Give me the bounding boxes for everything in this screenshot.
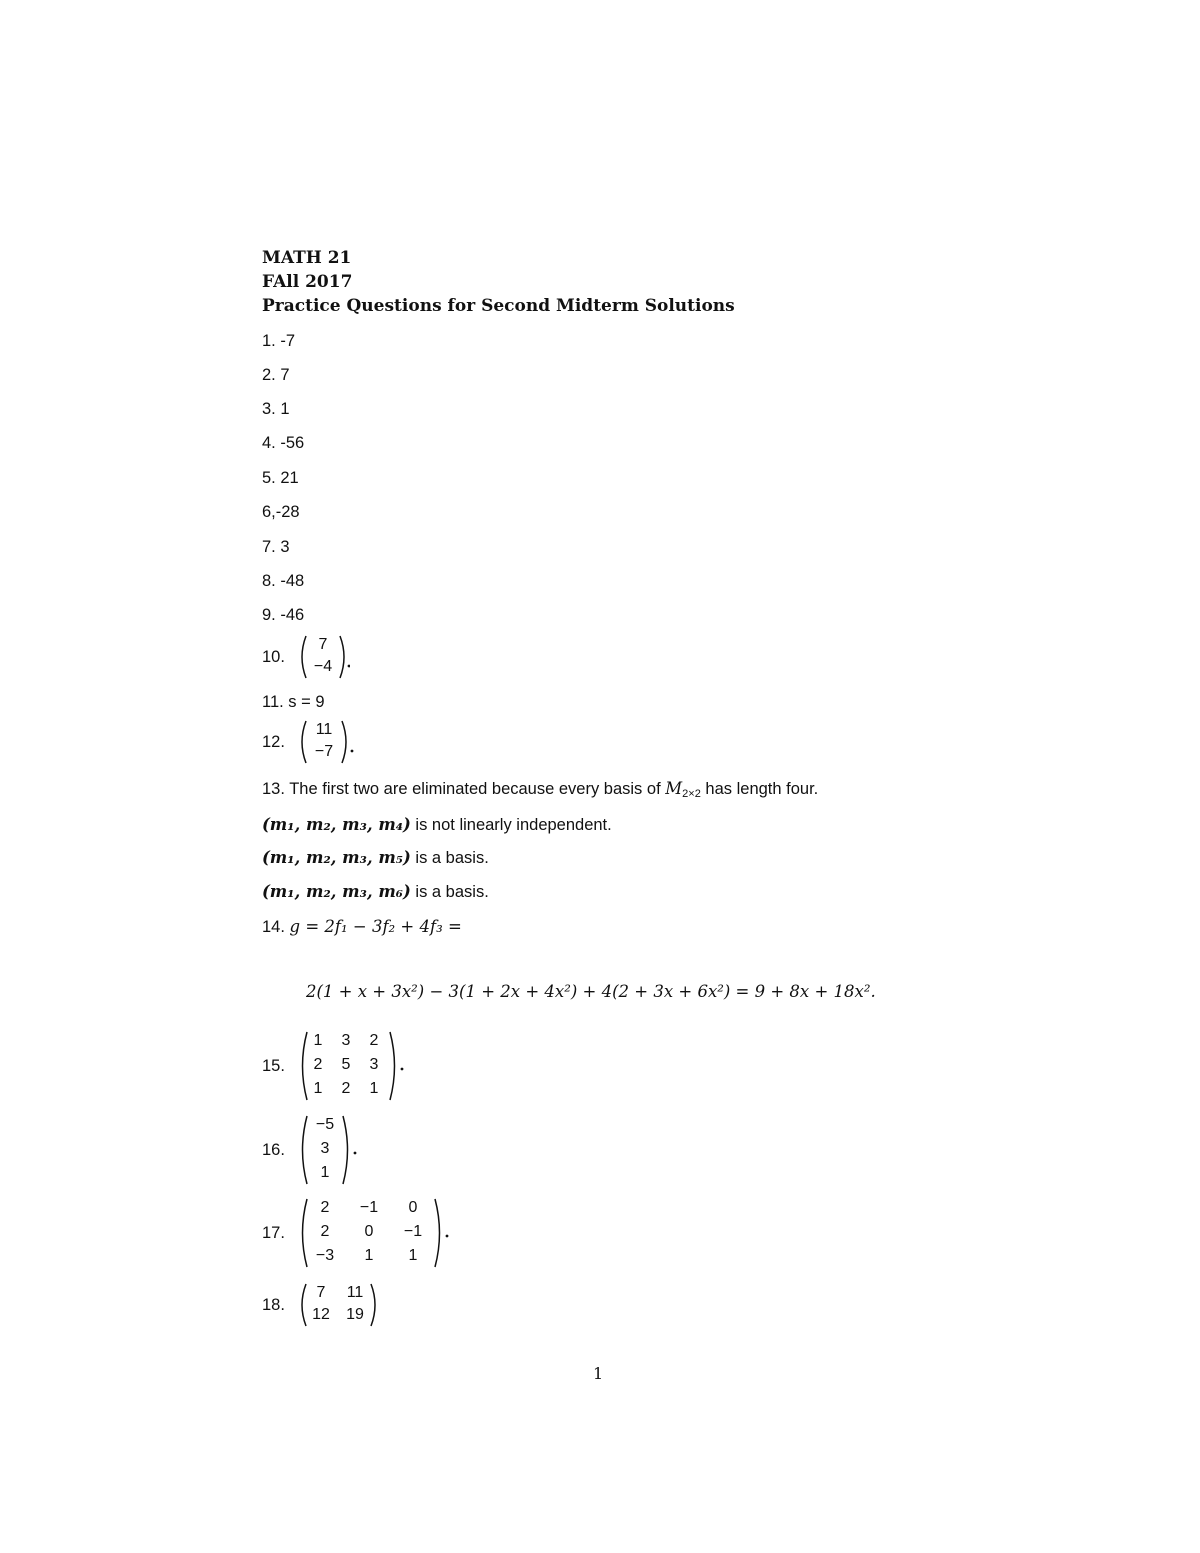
basis-check-2 bbox=[262, 848, 489, 868]
course-title: MATH 21 bbox=[262, 248, 352, 268]
basis-check-1 bbox=[262, 815, 612, 835]
matrix-cell: 0 bbox=[408, 1199, 418, 1216]
vector-cell: −5 bbox=[315, 1116, 335, 1133]
answer-17-number: 17. bbox=[262, 1224, 285, 1242]
answer-16-vector bbox=[298, 1114, 360, 1186]
vector-cell: 3 bbox=[320, 1140, 330, 1157]
vector-cell: 7 bbox=[318, 636, 328, 653]
answer-11: 11. s = 9 bbox=[262, 693, 325, 711]
answer-13-text: 13. The first two are eliminated because every basis of bbox=[262, 780, 661, 798]
basis-check-3 bbox=[262, 882, 489, 902]
basis-check-text: is not linearly independent. bbox=[415, 816, 612, 834]
term: FAll 2017 bbox=[262, 272, 353, 292]
matrix-cell: 2 bbox=[369, 1032, 379, 1049]
matrix-cell: 2 bbox=[320, 1223, 330, 1240]
page-number: 1 bbox=[593, 1364, 604, 1383]
matrix-cell: 19 bbox=[346, 1306, 364, 1323]
answer-16-number: 16. bbox=[262, 1141, 285, 1159]
vector-set: (m₁, m₂, m₃, m₆) bbox=[262, 882, 411, 901]
answer-2: 2. 7 bbox=[262, 366, 290, 384]
basis-check-text: is a basis. bbox=[415, 883, 489, 901]
matrix-cell: 1 bbox=[313, 1032, 323, 1049]
matrix-cell: 12 bbox=[312, 1306, 330, 1323]
answer-1: 1. -7 bbox=[262, 332, 296, 350]
matrix-cell: −1 bbox=[359, 1199, 379, 1216]
matrix-cell: 1 bbox=[369, 1080, 379, 1097]
answer-9: 9. -46 bbox=[262, 606, 305, 624]
matrix-cell: 7 bbox=[316, 1284, 326, 1301]
answer-17-matrix bbox=[298, 1197, 454, 1269]
vector-cell: 1 bbox=[320, 1164, 330, 1181]
matrix-cell: 2 bbox=[313, 1056, 323, 1073]
matrix-cell: 3 bbox=[369, 1056, 379, 1073]
answer-15-matrix bbox=[298, 1030, 408, 1102]
answer-14-number: 14. bbox=[262, 918, 285, 936]
matrix-cell: 3 bbox=[341, 1032, 351, 1049]
basis-check-text: is a basis. bbox=[415, 849, 489, 867]
vector-cell: 11 bbox=[315, 721, 333, 738]
answer-12-number: 12. bbox=[262, 733, 285, 751]
matrix-cell: 5 bbox=[341, 1056, 351, 1073]
vector-set: (m₁, m₂, m₃, m₄) bbox=[262, 815, 411, 834]
answer-5: 5. 21 bbox=[262, 469, 299, 487]
answer-12-vector bbox=[298, 719, 354, 765]
answer-8: 8. -48 bbox=[262, 572, 305, 590]
answer-6: 6,-28 bbox=[262, 503, 300, 521]
answer-10-vector bbox=[298, 634, 350, 680]
matrix-space-symbol: M bbox=[665, 779, 683, 798]
matrix-space-subscript: 2×2 bbox=[682, 788, 701, 800]
matrix-cell: −3 bbox=[315, 1247, 335, 1264]
matrix-cell: −1 bbox=[403, 1223, 423, 1240]
matrix-cell: 1 bbox=[364, 1247, 374, 1264]
document-title: Practice Questions for Second Midterm Solutions bbox=[262, 296, 735, 316]
answer-13-tail: has length four. bbox=[705, 780, 819, 798]
answer-3: 3. 1 bbox=[262, 400, 290, 418]
polynomial-expansion: 2(1 + x + 3x²) − 3(1 + 2x + 4x²) + 4(2 + 3x + 6x²) = 9 + 8x + 18x². bbox=[306, 982, 876, 1001]
answer-7: 7. 3 bbox=[262, 538, 290, 556]
answer-14 bbox=[262, 917, 462, 937]
matrix-cell: 1 bbox=[408, 1247, 418, 1264]
answer-10-number: 10. bbox=[262, 648, 285, 666]
vector-cell: −4 bbox=[313, 658, 333, 675]
answer-15-number: 15. bbox=[262, 1057, 285, 1075]
answer-18-matrix bbox=[298, 1282, 382, 1328]
vector-set: (m₁, m₂, m₃, m₅) bbox=[262, 848, 411, 867]
answer-14-expansion bbox=[306, 982, 876, 1002]
vector-cell: −7 bbox=[314, 743, 334, 760]
answer-14-equation: g = 2f₁ − 3f₂ + 4f₃ = bbox=[289, 917, 462, 936]
matrix-cell: 11 bbox=[346, 1284, 364, 1301]
matrix-cell: 1 bbox=[313, 1080, 323, 1097]
matrix-cell: 2 bbox=[341, 1080, 351, 1097]
matrix-cell: 0 bbox=[364, 1223, 374, 1240]
matrix-cell: 2 bbox=[320, 1199, 330, 1216]
answer-4: 4. -56 bbox=[262, 434, 305, 452]
answer-18-number: 18. bbox=[262, 1296, 285, 1314]
answer-13 bbox=[262, 779, 818, 800]
